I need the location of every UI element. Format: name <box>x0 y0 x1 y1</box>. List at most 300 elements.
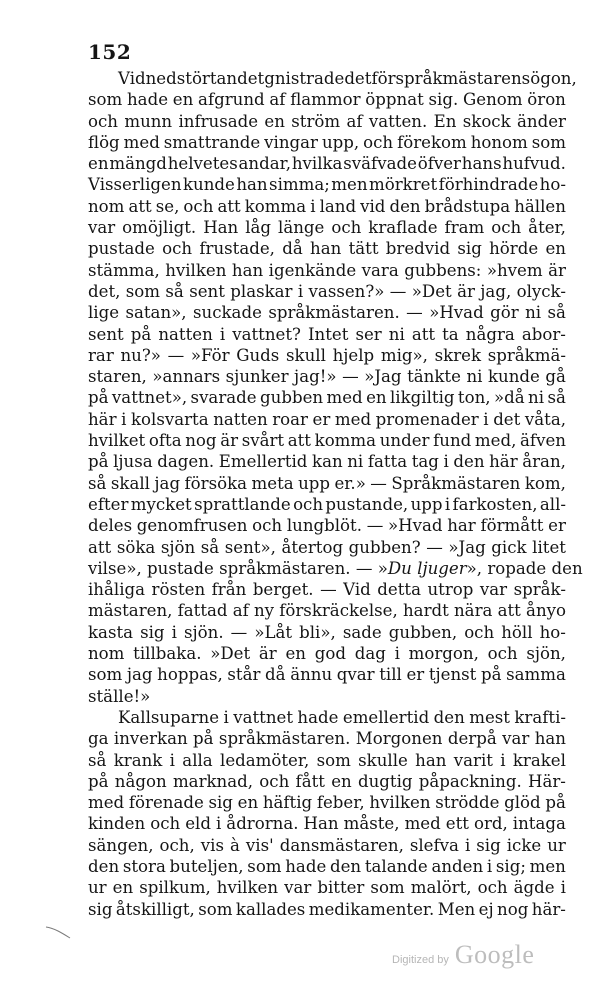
word: vassen?» <box>308 281 385 301</box>
word: så <box>88 473 107 493</box>
word: kolsvarta <box>130 409 209 429</box>
word: som <box>316 750 351 770</box>
text-line-italic-mix <box>88 558 583 579</box>
word: intaga <box>512 814 566 834</box>
word: fund <box>433 431 472 451</box>
word: han <box>534 729 566 749</box>
word: ni <box>466 367 483 387</box>
word: hällen <box>514 196 566 216</box>
word: och, <box>159 835 195 855</box>
word: återtog <box>281 537 344 557</box>
word: häftig <box>262 793 313 813</box>
word: sig <box>457 239 482 259</box>
word: från <box>211 580 247 600</box>
word: »För <box>190 345 230 365</box>
word: svårt <box>241 431 285 451</box>
word: bredvid <box>385 239 451 259</box>
word: i <box>121 409 127 429</box>
word: språkmästaren. <box>218 729 351 749</box>
word: som <box>198 899 233 919</box>
text-line <box>88 366 566 387</box>
word: en <box>88 154 109 174</box>
word: »Hvad <box>388 516 443 536</box>
text-line <box>88 813 566 834</box>
text-line <box>88 835 566 856</box>
word: eld <box>185 814 211 834</box>
word: er <box>406 665 425 685</box>
line-segment: », ropade den <box>466 558 583 578</box>
word: gubbens: <box>404 260 482 280</box>
text-line <box>88 153 566 174</box>
word: ho- <box>539 622 566 642</box>
word: att <box>411 324 436 344</box>
word: lungblöt. <box>286 516 362 536</box>
word: åtskilligt, <box>115 899 195 919</box>
text-line <box>88 622 566 643</box>
word: utrop <box>427 580 474 600</box>
word: Kallsuparne <box>118 707 220 727</box>
word: men <box>331 175 368 195</box>
word: att <box>217 196 241 216</box>
word: med <box>334 409 372 429</box>
word: äfven <box>520 431 566 451</box>
word: han <box>236 175 268 195</box>
word: gubben <box>260 388 324 408</box>
word: och <box>252 516 283 536</box>
word: likgiltig <box>390 388 455 408</box>
word: qvar <box>336 665 375 685</box>
word: plaskar <box>230 281 293 301</box>
word: då <box>282 239 303 259</box>
word: bitter <box>317 878 365 898</box>
text-line <box>88 707 566 728</box>
text-line <box>88 600 566 621</box>
word: buteljen, <box>169 856 244 876</box>
word: i <box>486 856 493 876</box>
body-text <box>88 68 583 920</box>
text-line <box>88 324 566 345</box>
word: ser <box>355 324 382 344</box>
text-line <box>88 451 566 472</box>
word: ägde <box>513 878 555 898</box>
word: En <box>433 111 457 131</box>
word: ådrorna. <box>226 814 299 834</box>
word: med, <box>474 431 517 451</box>
word: svarade <box>190 388 257 408</box>
word: mig», <box>380 345 428 365</box>
word: i <box>444 494 451 514</box>
word: icke <box>506 835 542 855</box>
text-line <box>88 345 566 366</box>
word: deles <box>88 516 133 536</box>
word: anden <box>431 856 484 876</box>
word: den <box>433 707 465 727</box>
word: han <box>310 239 342 259</box>
word: då <box>265 665 286 685</box>
word: att <box>287 431 311 451</box>
word: skulle <box>358 750 408 770</box>
word: sade <box>342 622 382 642</box>
word: frustade, <box>199 239 275 259</box>
word: nom <box>88 196 125 216</box>
word: hade <box>285 856 327 876</box>
word: i <box>560 878 566 898</box>
word: språkmästaren. <box>268 303 400 323</box>
word: emellertid <box>342 707 430 727</box>
text-line <box>88 387 566 408</box>
word: krafti- <box>514 707 566 727</box>
word: honom <box>470 132 528 152</box>
word: dugtig <box>357 771 413 791</box>
word: ljusa <box>113 452 153 472</box>
word: förskräckelse, <box>279 601 398 621</box>
word: är <box>220 431 239 451</box>
word: jag!» <box>294 367 337 387</box>
word: à <box>230 835 240 855</box>
word: kom, <box>524 473 566 493</box>
word: som <box>125 281 161 301</box>
word: kunde <box>182 175 235 195</box>
word: Vid <box>118 69 146 88</box>
word: i <box>169 750 175 770</box>
word: kinden <box>88 814 146 834</box>
word: berget. <box>252 580 314 600</box>
word: och <box>331 218 362 238</box>
text-line <box>88 111 566 132</box>
word: fram <box>444 218 485 238</box>
line-segment: vilse», pustade språkmästaren. — » <box>88 558 388 578</box>
word: omöjligt. <box>122 218 197 238</box>
word: vis <box>200 835 224 855</box>
word: er <box>312 409 331 429</box>
word: på <box>88 388 109 408</box>
word: ga <box>88 729 109 749</box>
word: så <box>88 750 107 770</box>
word: ånyo <box>526 601 566 621</box>
text-line <box>88 728 566 749</box>
word: och <box>477 878 508 898</box>
word: vattnet», <box>111 388 188 408</box>
word: öppnat <box>365 90 424 110</box>
text-line <box>88 196 566 217</box>
text-line <box>88 643 566 664</box>
word: en <box>366 388 387 408</box>
word: natten <box>213 409 268 429</box>
word: skock <box>462 111 511 131</box>
word: simma; <box>269 175 330 195</box>
word: sprattlande <box>194 494 291 514</box>
word: er.» <box>334 473 366 493</box>
word: i <box>171 622 177 642</box>
word: »då <box>493 388 525 408</box>
word: — <box>406 303 423 323</box>
word: samma <box>506 665 566 685</box>
word: malört, <box>410 878 472 898</box>
word: är <box>548 260 566 280</box>
word: sängen, <box>88 835 154 855</box>
word: alla <box>182 750 213 770</box>
word: strödde <box>435 793 500 813</box>
word: en <box>545 239 566 259</box>
word: den <box>389 196 421 216</box>
word: kan <box>312 452 343 472</box>
word: andar, <box>238 154 292 174</box>
word: på <box>193 729 214 749</box>
word: under <box>379 431 430 451</box>
text-line <box>88 771 566 792</box>
word: så <box>547 303 566 323</box>
word: vara <box>361 260 399 280</box>
word: Språkmästaren <box>391 473 521 493</box>
word: den <box>329 856 362 876</box>
word: fått <box>295 771 325 791</box>
word: hjelp <box>332 345 375 365</box>
text-line <box>88 132 566 153</box>
text-line <box>88 260 566 281</box>
word: att <box>497 601 521 621</box>
word: söka <box>116 537 156 557</box>
text-line <box>88 217 566 238</box>
word: han <box>415 750 447 770</box>
word: så <box>547 388 566 408</box>
word: på <box>130 324 152 344</box>
word: nog <box>185 431 217 451</box>
word: det <box>493 409 521 429</box>
word: med <box>88 793 125 813</box>
word: suckade <box>193 303 262 323</box>
word: här- <box>531 899 566 919</box>
word: och <box>162 239 193 259</box>
word: hoppas, <box>157 665 223 685</box>
word: att <box>128 196 152 216</box>
word: ni <box>388 324 405 344</box>
word: dagen. <box>157 452 215 472</box>
word: ström <box>291 111 341 131</box>
word: stämma, <box>88 260 160 280</box>
word: »Låt <box>254 622 293 642</box>
word: se, <box>155 196 180 216</box>
word: Guds <box>236 345 280 365</box>
word: länge <box>278 218 325 238</box>
word: nog <box>497 899 529 919</box>
word: Men <box>437 899 476 919</box>
word: igenkände <box>268 260 357 280</box>
text-line <box>88 302 566 323</box>
word: mörkret <box>368 175 438 195</box>
word: »Jag <box>448 537 486 557</box>
word: förhindrade <box>438 175 539 195</box>
word: krakel <box>512 750 566 770</box>
word: gnistrade <box>264 69 345 88</box>
word: och <box>259 771 290 791</box>
word: tillbaka. <box>133 644 202 664</box>
word: som <box>531 132 566 152</box>
text-line <box>88 515 566 536</box>
word: hvilken <box>165 260 227 280</box>
word: sent <box>88 324 124 344</box>
word: vatten. <box>368 111 428 131</box>
word: skrek <box>434 345 482 365</box>
word: höll <box>501 622 533 642</box>
word: gick <box>491 537 527 557</box>
word: komma <box>244 196 307 216</box>
word: flammor <box>290 90 361 110</box>
word: vattnet <box>233 707 293 727</box>
word: derpå <box>447 729 497 749</box>
page-number: 152 <box>88 40 132 64</box>
word: hufvud. <box>502 154 566 174</box>
word: kunde <box>487 367 540 387</box>
word: hvilken <box>369 793 431 813</box>
word: på <box>88 452 109 472</box>
word: hade <box>297 707 339 727</box>
word: farkosten, <box>452 494 538 514</box>
word: talande <box>364 856 428 876</box>
word: mest <box>469 707 510 727</box>
word: nu?» <box>120 345 161 365</box>
word: ny <box>253 601 275 621</box>
text-line <box>88 537 566 558</box>
word: som <box>88 665 123 685</box>
word: i <box>443 452 449 472</box>
word: var <box>88 218 116 238</box>
google-logo: Google <box>454 940 535 969</box>
word: och <box>150 814 181 834</box>
word: förenade <box>128 793 204 813</box>
word: kallades <box>235 899 306 919</box>
word: — <box>370 473 387 493</box>
word: satan», <box>125 303 187 323</box>
word: slefva <box>409 835 459 855</box>
word: språkmä- <box>487 345 566 365</box>
word: sjön <box>160 537 196 557</box>
word: och <box>293 494 324 514</box>
word: ni <box>525 303 542 323</box>
word: skull <box>286 345 326 365</box>
word: pustade <box>88 239 155 259</box>
word: sjunker <box>225 367 289 387</box>
word: i <box>219 324 226 344</box>
word: upp, <box>321 132 360 152</box>
word: i <box>223 707 229 727</box>
word: sent <box>189 281 225 301</box>
word: Han <box>203 218 239 238</box>
word: tjenst <box>428 665 477 685</box>
word: det, <box>88 281 121 301</box>
word: i <box>310 196 316 216</box>
word: dag <box>354 644 386 664</box>
word: gubben, <box>388 622 458 642</box>
word: gubben? <box>348 537 421 557</box>
word: tänkte <box>407 367 461 387</box>
scan-mark <box>44 924 84 940</box>
word: inverkan <box>113 729 188 749</box>
word: vattnet? <box>232 324 301 344</box>
word: land <box>319 196 357 216</box>
word: jag <box>126 665 153 685</box>
word: »annars <box>152 367 221 387</box>
word: en <box>237 793 259 813</box>
word: natten <box>158 324 213 344</box>
word: han <box>231 260 264 280</box>
text-line <box>88 899 566 920</box>
word: att <box>88 537 112 557</box>
word: och <box>464 622 495 642</box>
word: några <box>465 324 515 344</box>
word: i <box>483 409 489 429</box>
word: ni <box>528 388 545 408</box>
word: våta, <box>524 409 566 429</box>
word: god <box>314 644 346 664</box>
word: i <box>394 644 400 664</box>
word: fattad <box>177 601 228 621</box>
word: och <box>487 644 518 664</box>
word: af <box>232 601 249 621</box>
word: upp <box>298 473 331 493</box>
word: staren, <box>88 367 147 387</box>
word: sent», <box>224 537 276 557</box>
word: en <box>112 878 134 898</box>
word: änder <box>517 111 566 131</box>
word: abor- <box>521 324 566 344</box>
word: roar <box>272 409 308 429</box>
word: ihåliga <box>88 580 146 600</box>
word: står <box>227 665 261 685</box>
word: sjön, <box>526 644 566 664</box>
word: pustande, <box>325 494 409 514</box>
word: ni <box>347 452 364 472</box>
word: upp <box>410 494 443 514</box>
word: efter <box>88 494 129 514</box>
word: nära <box>454 601 493 621</box>
word: sig <box>140 622 165 642</box>
word: ho- <box>539 175 566 195</box>
word: och <box>491 218 522 238</box>
word: litet <box>532 537 566 557</box>
text-line <box>88 281 566 302</box>
word: Här- <box>528 771 566 791</box>
word: Visserligen <box>88 175 182 195</box>
word: låg <box>245 218 272 238</box>
word: all- <box>539 494 566 514</box>
word: meta <box>251 473 294 493</box>
text-line <box>88 473 566 494</box>
word: Morgonen <box>355 729 443 749</box>
word: marknad, <box>172 771 254 791</box>
word: spilkum, <box>139 878 211 898</box>
word: Genom <box>463 90 523 110</box>
word: gör <box>490 303 519 323</box>
word: rar <box>88 345 114 365</box>
word: här <box>489 452 518 472</box>
text-line <box>88 792 566 813</box>
word: fatta <box>367 452 408 472</box>
word: som <box>370 878 405 898</box>
text-line <box>88 579 566 600</box>
word: ur <box>88 878 107 898</box>
word: hvilket <box>88 431 146 451</box>
word: språkmästarens <box>395 69 531 88</box>
word: sig; <box>495 856 526 876</box>
word: så <box>200 537 220 557</box>
word: i <box>215 814 222 834</box>
word: ledamöter, <box>220 750 310 770</box>
word: morgon, <box>408 644 479 664</box>
word: med <box>326 388 363 408</box>
text-line <box>88 750 566 771</box>
word: för <box>371 69 396 88</box>
word: varit <box>453 750 493 770</box>
